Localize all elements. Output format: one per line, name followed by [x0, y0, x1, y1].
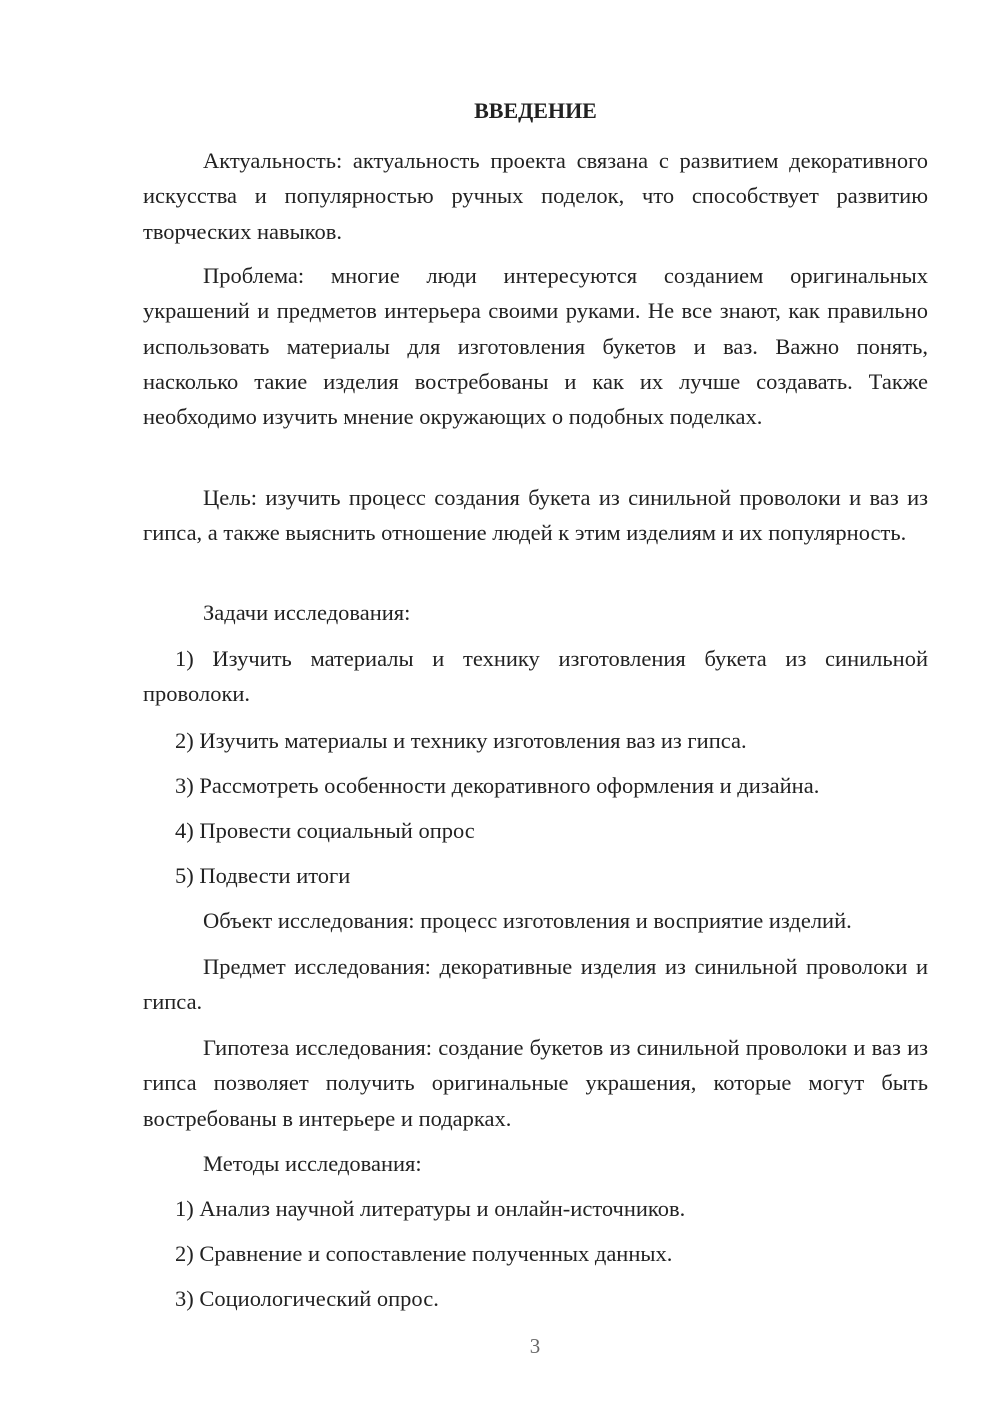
object-paragraph: Объект исследования: процесс изготовления и восприятие изделий.: [203, 908, 852, 933]
methods-title: Методы исследования:: [203, 1151, 422, 1176]
page-title: ВВЕДЕНИЕ: [474, 98, 597, 123]
task-item-4: 4) Провести социальный опрос: [175, 818, 475, 843]
page-number: 3: [529, 1334, 541, 1358]
task-item-3: 3) Рассмотреть особенности декоративного оформления и дизайна.: [175, 773, 820, 798]
relevance-paragraph: Актуальность: актуальность проекта связана с развитием декоративного искусства и популярностью ручных поделок, что способствует развитию творческих навыков.: [143, 148, 928, 244]
task-item-1: 1) Изучить материалы и технику изготовления букета из синильной проволоки.: [143, 646, 928, 707]
task-item-5: 5) Подвести итоги: [175, 863, 351, 888]
subject-paragraph: Предмет исследования: декоративные изделия из синильной проволоки и гипса.: [143, 954, 928, 1015]
method-item-2: 2) Сравнение и сопоставление полученных данных.: [175, 1241, 673, 1266]
tasks-title: Задачи исследования:: [203, 600, 411, 625]
hypothesis-paragraph: Гипотеза исследования: создание букетов из синильной проволоки и ваз из гипса позволяет получить оригинальные украшения, которые могут быть востребованы в интерьере и подарках.: [143, 1035, 928, 1131]
goal-paragraph: Цель: изучить процесс создания букета из синильной проволоки и ваз из гипса, а также выяснить отношение людей к этим изделиям и их популярность.: [143, 485, 928, 546]
task-item-2: 2) Изучить материалы и технику изготовления ваз из гипса.: [175, 728, 747, 753]
method-item-1: 1) Анализ научной литературы и онлайн-источников.: [175, 1196, 686, 1221]
problem-paragraph: Проблема: многие люди интересуются созданием оригинальных украшений и предметов интерьера своими руками. Не все знают, как правильно использовать материалы для изготовления букетов и ваз. Важно понять, насколько такие изделия востребованы и как их лучше создавать. Также необходимо изучить мнение окружающих о подобных поделках.: [143, 263, 928, 430]
method-item-3: 3) Социологический опрос.: [175, 1286, 439, 1311]
